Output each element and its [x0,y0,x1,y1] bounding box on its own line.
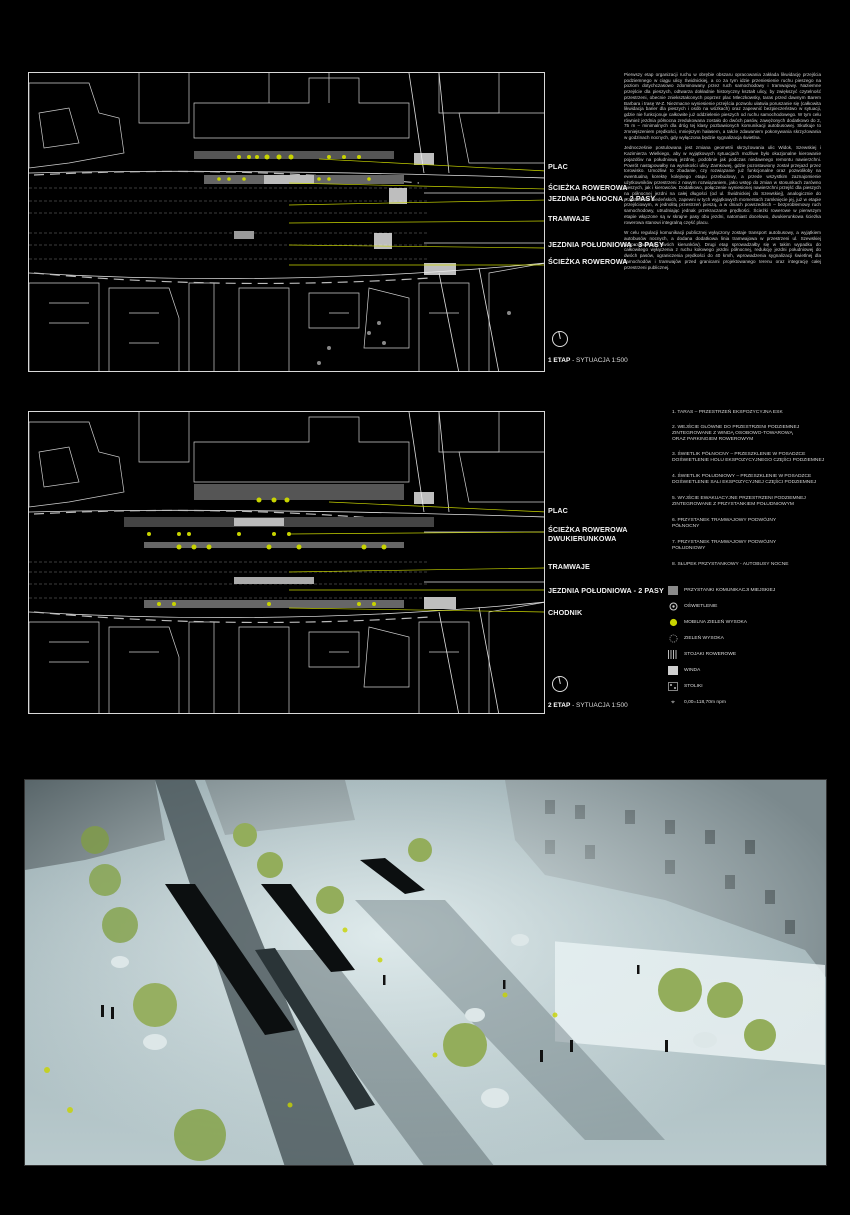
legend-item: 4. ŚWIETLIK POŁUDNIOWY – PRZESZKLENIE W POSADZCE DOŚWIETLENIE SALI EKSPOZYCYJNEJ CZĘŚCI PODZIEMNEJ [672,474,817,485]
callout-bike-path-two-way: ŚCIEŻKA ROWEROWA DWUKIERUNKOWA [548,525,628,543]
callout-north-road: JEZDNIA PÓŁNOCNA - 2 PASY [548,194,656,203]
callout-plac: PLAC [548,162,568,171]
legend-item: 7. PRZYSTANEK TRAMWAJOWY PODWÓJNY POŁUDNIOWY [672,540,777,551]
callout-sidewalk: CHODNIK [548,608,583,617]
callout-tram: TRAMWAJE [548,562,590,571]
legend-item: 5. WYJŚCIE EWAKUACYJNE PRZESTRZENI PODZIEMNEJ ZINTEGROWANE Z PRZYSTANKIEM POŁUDNIOWYM [672,496,806,507]
legend-symbol-row: STOLIKI [668,681,703,692]
callout-plac: PLAC [548,506,568,515]
site-plan-stage-2-drawing [29,412,545,714]
tree-icon [668,634,678,643]
site-plan-stage-2 [28,411,545,714]
north-arrow-icon [552,331,568,347]
legend-symbol-row: OŚWIETLENIE [668,601,717,612]
legend-symbol-row: WINDA [668,665,700,676]
legend-item: 6. PRZYSTANEK TRAMWAJOWY PODWÓJNY PÓŁNOCNY [672,518,777,529]
grey-square-icon [668,586,678,595]
site-plan-stage-1-drawing [29,73,545,372]
legend-symbol-row: ZIELEŃ WYSOKA [668,633,724,644]
night-visualization-render [24,779,827,1166]
legend-symbol-row: STOJAKI ROWEROWE [668,649,736,660]
description-text [624,72,821,275]
legend-symbol-row: PRZYSTANKI KOMUNIKACJI MIEJSKIEJ [668,585,775,596]
stage-2-caption: 2 ETAP - SYTUACJA 1:500 [548,702,628,709]
bike-rack-icon [668,650,678,659]
stage-1-caption: 1 ETAP - SYTUACJA 1:500 [548,357,628,364]
render-image [25,780,827,1166]
green-dot-icon [668,618,678,627]
callout-tram: TRAMWAJE [548,214,590,223]
callout-bike-path-2: ŚCIEŻKA ROWEROWA [548,257,628,266]
callout-bike-path: ŚCIEŻKA ROWEROWA [548,183,628,192]
light-icon [668,602,678,611]
paragraph: Jednocześnie postulowana jest zmiana geometrii skrzyżowania ulic Widok, Szewskiej i Kazimierza Wielkiego, aby w wyjątkowych sytuacjach możliwe było okazjonalne kierowanie pojazdów na południową jezdnię, podobnie jak podczas niedawnego remontu nawierzchni. Powrót nastąpowałby na wysokości ulicy Zamkowej, gdzie pozostawiony został przejazd przez torowisko. Umożliwi to zbadanie, czy rozwiązanie już funkcjonalne oraz pozwoliłoby na ewentualną korektę kolejnego etapu przebudowy, a przede wszystkim zaznajomienie użytkowników przestrzeni z nowym rozwiązaniem, jako wstęp do zmian w stosunkach zarówno pieszych, jak i kierowców. Dodatkowo, połączenie wyniesionej nawierzchni przejść dla pieszych na północnej jezdni na całej długości (od ul. Świdnickiej do Szewskiej), analogicznie do przystanków wiedeńskich, zapewni w tych wyjątkowych momentach zamknięcie jej, już w etapie przejściowym, w jednolitą przestrzeń pieszą, a w dniach powszednich – bezproblemowy ruch samochodowy, utrudniając jednak przekraczanie prędkości. Ścieżki rowerowe w pierwszym etapie włączone są w skrajne pasy obu jezdni, natomiast docelowo, dwukierunkowa ścieżka rowerowa stanowi integralną część placu. [624,145,821,225]
legend-item: 8. SŁUPEK PRZYSTANKOWY - AUTOBUSY NOCNE [672,562,789,567]
callout-south-road: JEZDNIA POŁUDNIOWA - 2 PASY [548,586,664,595]
legend-symbol-row: ⌖ 0,00=118,70m npm [668,697,726,708]
legend-item: 2. WEJŚCIE GŁÓWNE DO PRZESTRZENI PODZIEMNEJ ZINTEGROWANE Z WINDĄ OSOBOWO-TOWAROWĄ ORAZ PARKINGIEM ROWEROWYM [672,425,800,442]
tables-icon [668,682,678,691]
site-plan-stage-1 [28,72,545,372]
paragraph: W celu regulacji komunikacji publicznej wyłączony zostaje transport autobusowy, a wyjątkiem autobusów nocnych, a dodana dodatkowa linia tramwajowa w przestrzeni ul. Szewskiej (wyprowadzenie dwóch kierunków). Drugi etap sprowadzałby się w takim wypadku do całkowitego wyłączenia z ruchu kołowego jezdni północnej, redukcję jezdni południowej do dwóch pasów, ograniczenia prędkości do 40 km/h, wprowadzenia sygnalizacji świetlnej dla samochodów i tramwajów przed granicami projektowanego terenu oraz integrację całej przestrzeni publicznej. [624,230,821,270]
level-icon: ⌖ [671,698,675,706]
callout-south-road: JEZDNIA POŁUDNIOWA - 3 PASY [548,240,664,249]
legend-symbol-row: MOBILNA ZIELEŃ WYSOKA [668,617,747,628]
north-arrow-icon [552,676,568,692]
paragraph: Pierwszy etap organizacji ruchu w obrębie obszaru opracowania zakłada likwidację przejścia podziemnego w ciągu ulicy Świdnickiej, a co za tym idzie przeniesienie ruchu pieszego na poziom dotychczasowo zdominowany przez ruch samochodowy i tramwajowy. Naziemne przejście dla pieszych, odtwarza dokładnie historyczny kształt ulicy, by zwiększyć czytelność przestrzeni, obecnie zniekształconych poprzez plac Mleczkowsky, taras przed dawnym Barem Barbara i trasę W-Z. Niezmacne wyniesienie przejścia pozwolu ułatwia poruszanie się (całkowita likwidacja barier dla pieszych i osób na wózkach) oraz zapewnić bezpieczeństwo w sytuacji, gdzie nie funkcjonuje całkowite już oddzielenie pieszych od ruchu samochodowego. W tym celu również jezdnia północna zredukowana zostało do dwóch pasów, zawężonych dodatkowo do 2, 75 m – minimalnych dla dróg tej klasy pozbawionych komunikacji autobusowej. Skutkuje to zmniejszeniem prędkości, mniejszym hałasem, a także zdawaniem pokonywania skrzyżowania w godzinach nocnych, gdy wyłączona będzie sygnalizacja świetlna. [624,72,821,140]
legend-item: 1. TARAS – PRZESTRZEŃ EKSPOZYCYJNA ESK [672,410,783,415]
elevator-icon [668,666,678,675]
legend-item: 3. ŚWIETLIK PÓŁNOCNY – PRZESZKLENIE W POSADZCE DOŚWIETLENIE HOLU EKSPOZYCYJNEGO CZĘŚCI PODZIEMNEJ [672,452,825,463]
